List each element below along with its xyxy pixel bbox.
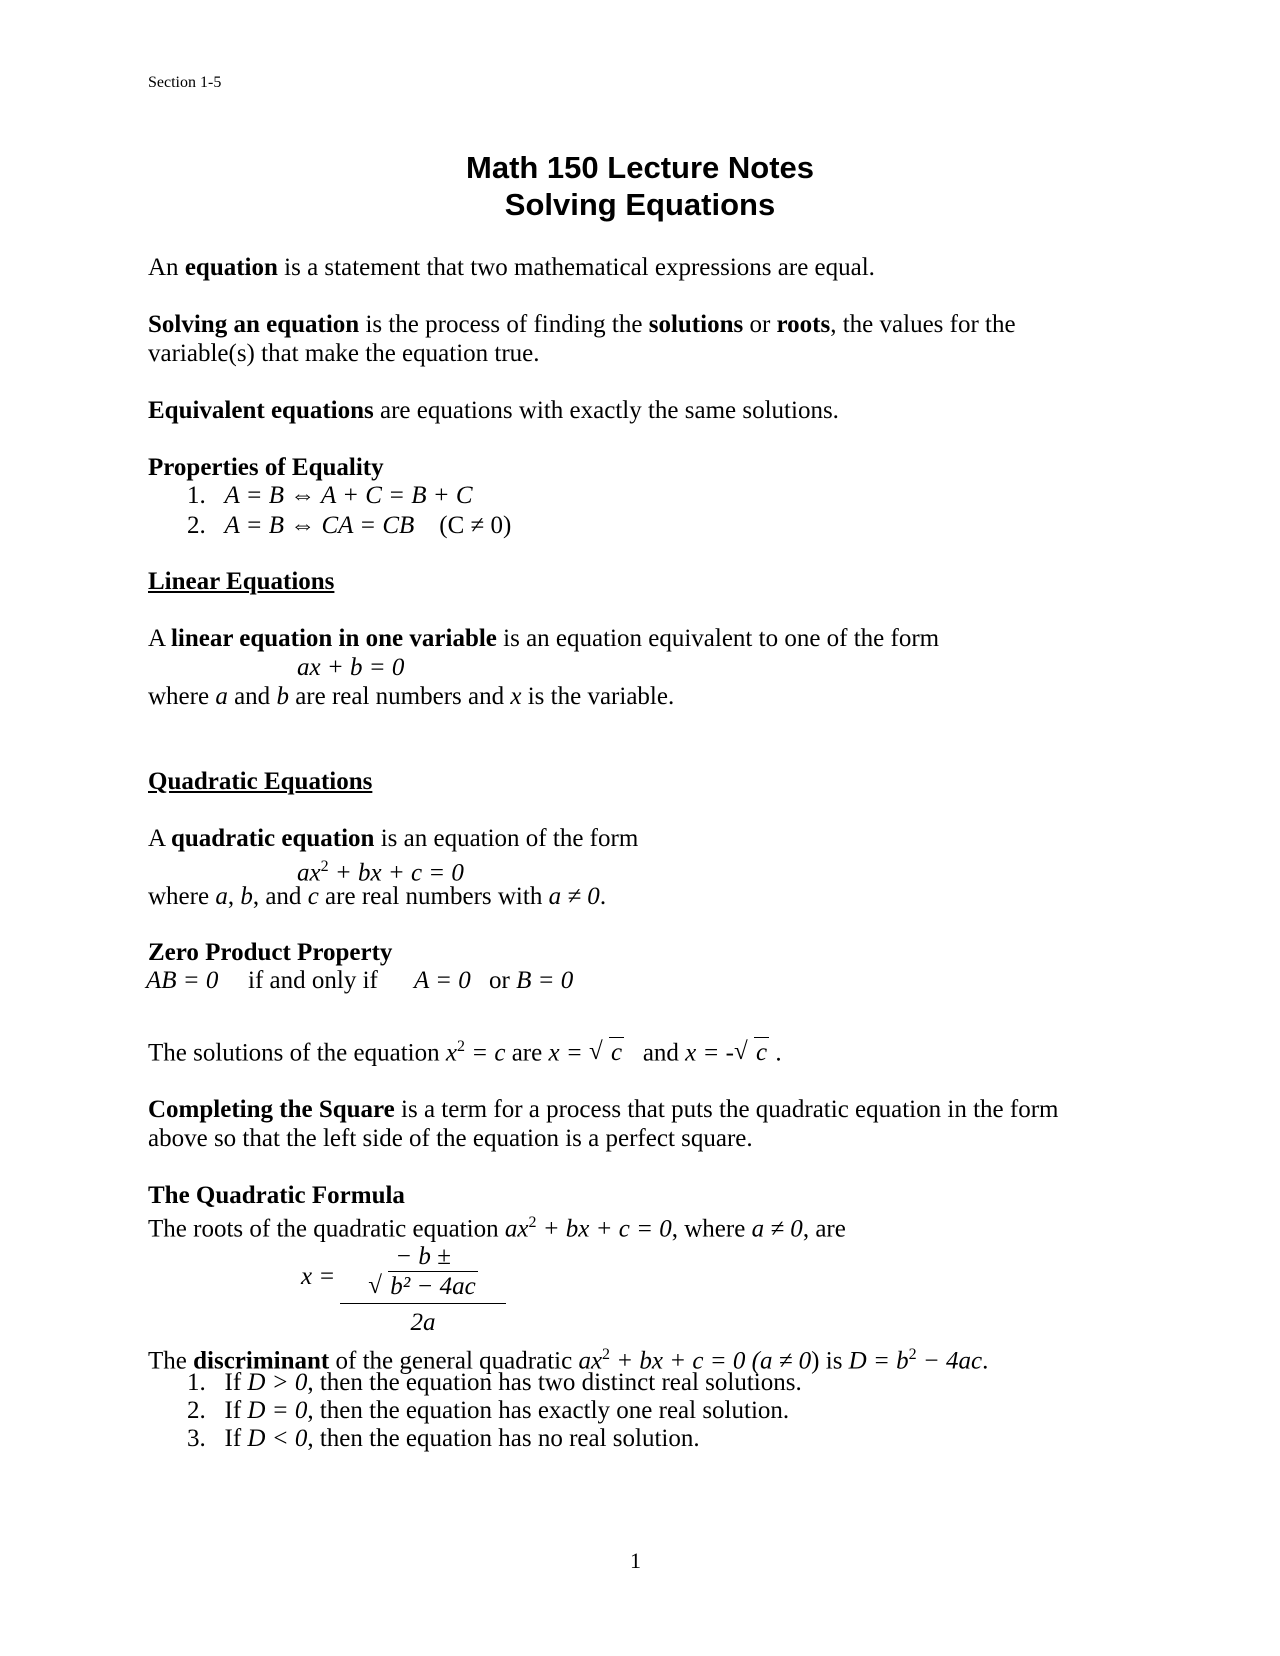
title-line-1: Math 150 Lecture Notes [466, 150, 814, 185]
quadratic-formula-intro: The roots of the quadratic equation $ax^2$ + bx + c = 0, where a ≠ 0, are [148, 1214, 846, 1243]
sqrt-symbol: √ b² − 4ac [368, 1272, 476, 1300]
linear-where: where a and b are real numbers and x is the variable. [148, 683, 675, 710]
definition-solving-line-2: variable(s) that make the equation true. [148, 340, 540, 367]
page-number: 1 [630, 1548, 641, 1573]
linear-form: ax + b = 0 [297, 654, 405, 681]
definition-equivalent: Equivalent equations are equations with exactly the same solutions. [148, 397, 839, 424]
linear-heading: Linear Equations [148, 568, 335, 595]
zero-product-rhs-2: or B = 0 [489, 967, 574, 994]
quadratic-definition: A quadratic equation is an equation of the form [148, 825, 639, 852]
definition-equation: An equation is a statement that two mathematical expressions are equal. [148, 254, 875, 281]
sqrt-symbol: √ c [733, 1038, 768, 1067]
linear-definition: A linear equation in one variable is an equation equivalent to one of the form [148, 625, 940, 652]
zero-product-heading: Zero Product Property [148, 939, 393, 966]
zero-product-iff: if and only if [248, 967, 378, 994]
completing-square-line-1: Completing the Square is a term for a process that puts the quadratic equation in the form [148, 1096, 1059, 1123]
definition-solving-line-1: Solving an equation is the process of finding the solutions or roots, the values for the [148, 311, 1016, 338]
property-item: 1. A = B ⇔ A + C = B + C [187, 482, 473, 509]
quadratic-formula-lhs: x = [301, 1263, 336, 1290]
quadratic-where: where a, b, and c are real numbers with a ≠ 0. [148, 883, 607, 910]
discriminant-case: 3. If D < 0, then the equation has no real solution. [187, 1425, 700, 1452]
quadratic-form: $ax^2$ + bx + c = 0 [297, 858, 464, 887]
title-line-2: Solving Equations [504, 187, 776, 222]
quadratic-formula-fraction [340, 1242, 506, 1337]
quadratic-heading: Quadratic Equations [148, 768, 373, 795]
section-label: Section 1-5 [148, 74, 222, 91]
completing-square-line-2: above so that the left side of the equation is a perfect square. [148, 1125, 753, 1152]
quadratic-formula-heading: The Quadratic Formula [148, 1182, 405, 1209]
formula-numerator: − b ± √ b² − 4ac [340, 1242, 506, 1304]
square-root-solutions: The solutions of the equation $x^2 = c$ are x = √ c and x = - √ c . [148, 1038, 782, 1067]
formula-denominator: 2a [410, 1309, 436, 1336]
sqrt-symbol: √ c [588, 1038, 623, 1067]
property-item: 2. A = B ⇔ CA = CB (C ≠ 0) [187, 512, 512, 539]
discriminant-definition: The discriminant of the general quadratic $ax^2$ + bx + c = 0 (a ≠ 0) is $D = b^2 - 4ac$. [148, 1346, 989, 1375]
discriminant-case: 1. If D > 0, then the equation has two distinct real solutions. [187, 1369, 802, 1396]
zero-product-rhs-1: A = 0 [414, 967, 471, 994]
properties-heading: Properties of Equality [148, 454, 384, 481]
discriminant-case: 2. If D = 0, then the equation has exactly one real solution. [187, 1397, 790, 1424]
zero-product-lhs: AB = 0 [146, 967, 219, 994]
